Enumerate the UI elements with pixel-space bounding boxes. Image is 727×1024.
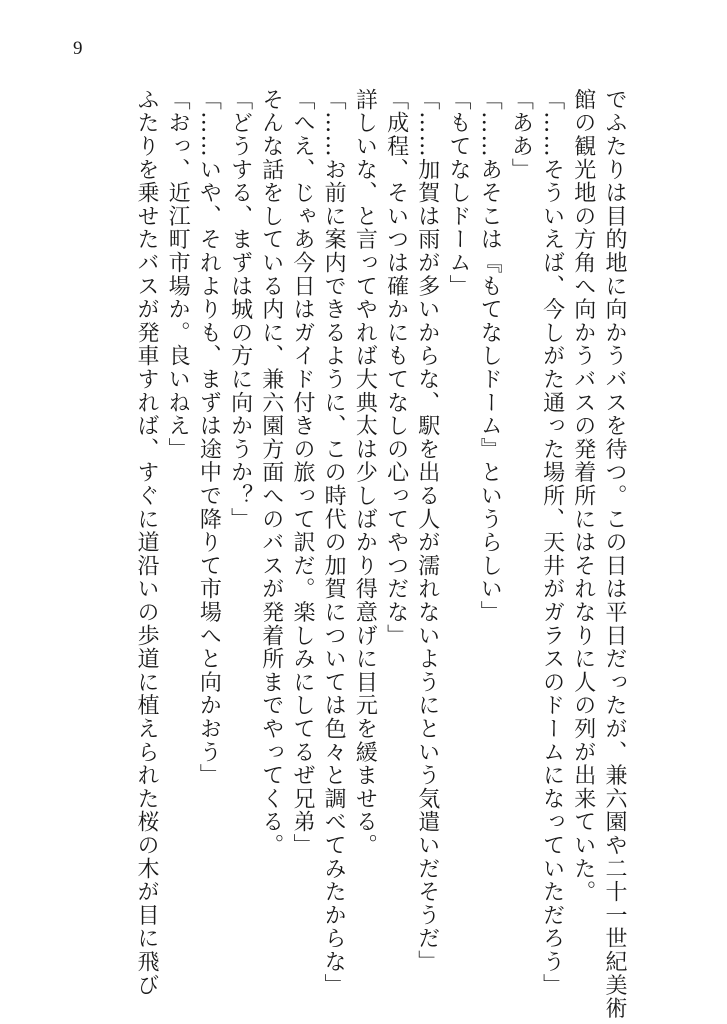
body-text: [110, 88, 630, 1020]
text-line: 「おっ、近江町市場か。良いねえ」: [165, 88, 191, 461]
text-line: 「ああ」: [508, 88, 534, 182]
text-line: そんな話をしている内に、兼六園方面へのバスが発着所までやってくる。: [258, 88, 284, 857]
text-line: 詳しいな、と言ってやれば大典太は少しばかり得意げに目元を緩ませる。: [352, 88, 378, 857]
text-line: 「……あそこは『もてなしドーム』というらしい」: [477, 88, 503, 624]
text-line: でふたりは目的地に向かうバスを待つ。この日は平日だったが、兼六園や二十一世紀美術: [602, 88, 627, 1020]
page-number: 9: [73, 38, 83, 59]
text-line: 「もてなしドーム」: [445, 88, 471, 298]
text-line: 「へえ、じゃあ今日はガイド付きの旅って訳だ。楽しみにしてるぜ兄弟」: [289, 88, 315, 857]
text-line: 館の観光地の方角へ向かうバスの発着所にはそれなりに人の列が出来ていた。: [570, 88, 596, 904]
text-line: 「……いや、それよりも、まずは途中で降りて市場へと向かおう」: [196, 88, 222, 787]
text-line: 「……お前に案内できるように、この時代の加賀については色々と調べてみたからな」: [321, 88, 347, 997]
text-line: 「どうする、まずは城の方に向かうか？」: [227, 88, 253, 531]
text-line: 「成程、そいつは確かにもてなしの心ってやつだな」: [383, 88, 409, 648]
text-line: 「……加賀は雨が多いからな、駅を出る人が濡れないようにという気遣いだそうだ」: [414, 88, 440, 974]
text-line: ふたりを乗せたバスが発車すれば、すぐに道沿いの歩道に植えられた桜の木が目に飛び: [133, 88, 159, 997]
text-line: 「……そういえば、今しがた通った場所、天井がガラスのドームになっていただろう」: [539, 88, 565, 997]
